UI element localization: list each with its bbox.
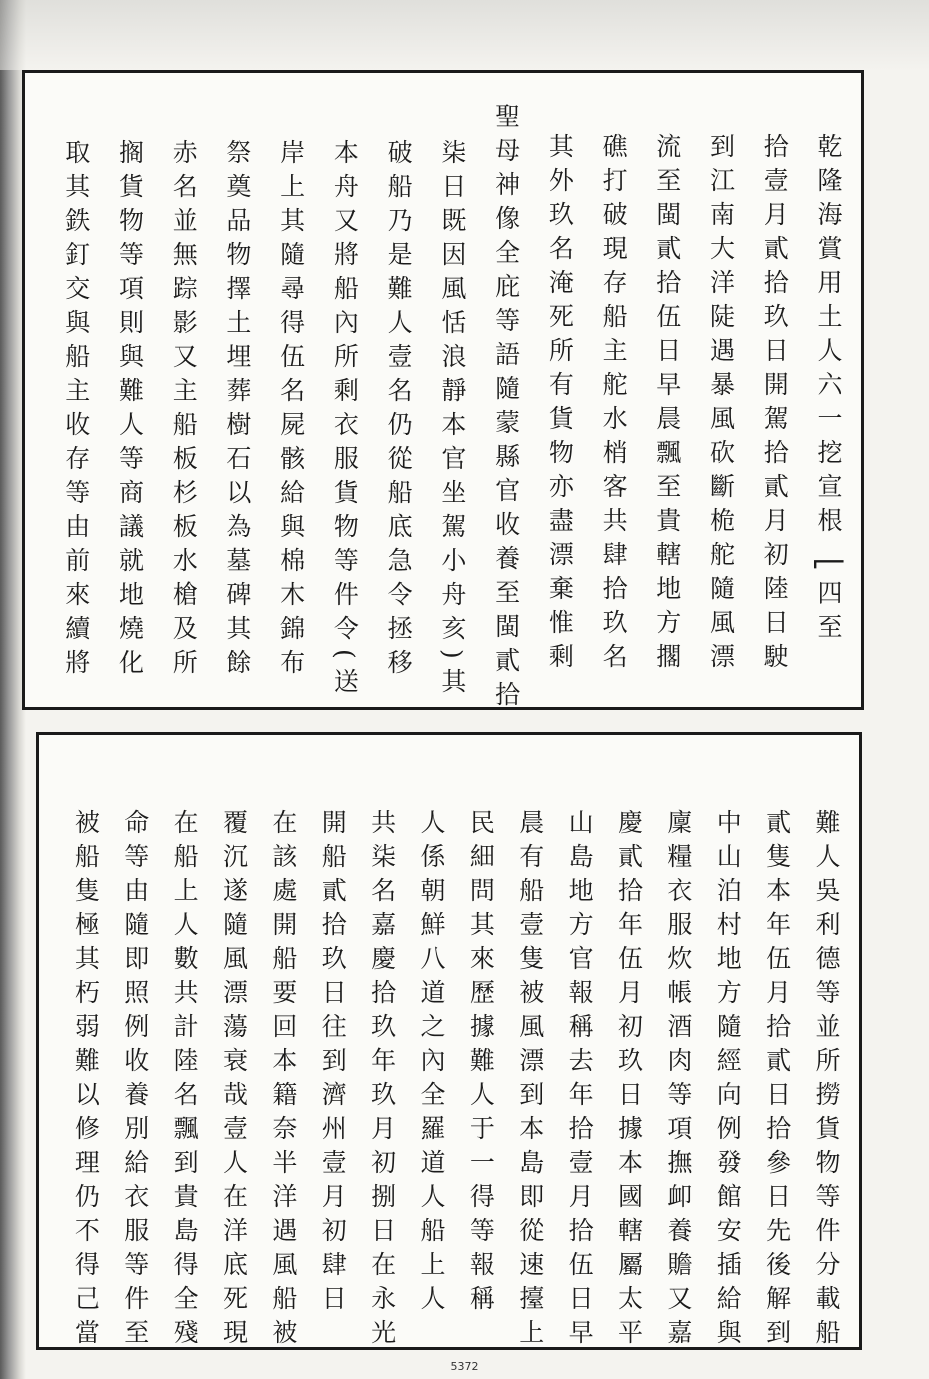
text-column: 岸上其隨尋得伍名屍骸給與棉木錦布 [276, 139, 306, 683]
text-column: 共柒名嘉慶拾玖年玖月初捌日在永光 [367, 809, 397, 1353]
text-column: 流至閩貳拾伍日早晨飄至貴轄地方擱 [652, 133, 682, 677]
scan-top-shadow [0, 0, 929, 70]
text-column-elevated: 聖母神像全庇等語隨蒙縣官收養至閩貳拾 [491, 103, 521, 715]
text-column: 到江南大洋陡遇暴風砍斷桅舵隨風漂 [706, 133, 736, 677]
text-column: 乾隆海賞用土人六一挖宣根 ⎣四至 [814, 133, 843, 648]
bottom-text-columns [49, 809, 841, 1353]
text-column: 在船上人數共計陸名飄到貴島得全殘 [170, 809, 200, 1353]
text-column: 取其鉄釘交與船主收存等由前來續將 [61, 139, 91, 683]
text-column: 拾壹月貳拾玖日開駕拾貳月初陸日駛 [760, 133, 790, 677]
text-column: 祭奠品物擇土埋葬樹石以為墓碑其餘 [222, 139, 252, 683]
text-column: 難人吳利德等並所撈貨物等件分載船 [812, 809, 841, 1353]
text-column: 本舟又將船內所剩衣服貨物等件令(送 [330, 139, 360, 702]
text-column: 中山泊村地方隨經向例發館安插給與 [713, 809, 743, 1353]
text-column: 赤名並無踪影又主船板杉板水槍及所 [169, 139, 199, 683]
text-column: 開船貳拾玖日往到濟州壹月初肆日 [318, 809, 348, 1319]
text-column: 民細問其來歷據難人于一得等報稱 [466, 809, 496, 1319]
text-column: 晨有船壹隻被風漂到本島即從速擡上 [515, 809, 545, 1353]
text-column: 破船乃是難人壹名仍從船底急令拯移 [384, 139, 414, 683]
text-column: 柒日既因風恬浪靜本官坐駕小舟亥)其 [437, 139, 467, 702]
text-column: 山島地方官報稱去年拾壹月拾伍日早 [565, 809, 595, 1353]
text-column: 貳隻本年伍月拾貳日拾參日先後解到 [762, 809, 792, 1353]
top-text-columns [35, 103, 843, 715]
text-column: 廩糧衣服炊帳酒肉等項撫卹養贍又嘉 [663, 809, 693, 1353]
text-column: 被船隻極其朽弱難以修理仍不得己當 [71, 809, 101, 1353]
text-column: 人係朝鮮八道之內全羅道人船上人 [417, 809, 446, 1319]
bottom-text-panel [36, 732, 862, 1353]
text-column: 命等由隨即照例收養別給衣服等件至 [120, 809, 150, 1353]
text-column: 其外玖名淹死所有貨物亦盡漂棄惟剩 [545, 133, 575, 677]
page-number: 5372 [450, 1360, 479, 1373]
text-column: 在該處開船要回本籍奈半洋遇風船被 [268, 809, 298, 1353]
text-column: 慶貳拾年伍月初玖日據本國轄屬太平 [614, 809, 644, 1353]
top-text-panel [22, 70, 864, 715]
text-column: 搁貨物等項則與難人等商議就地燒化 [115, 139, 145, 683]
text-column: 覆沉遂隨風漂蕩衰哉壹人在洋底死現 [219, 809, 249, 1353]
text-column: 礁打破現存船主舵水梢客共肆拾玖名 [599, 133, 629, 677]
